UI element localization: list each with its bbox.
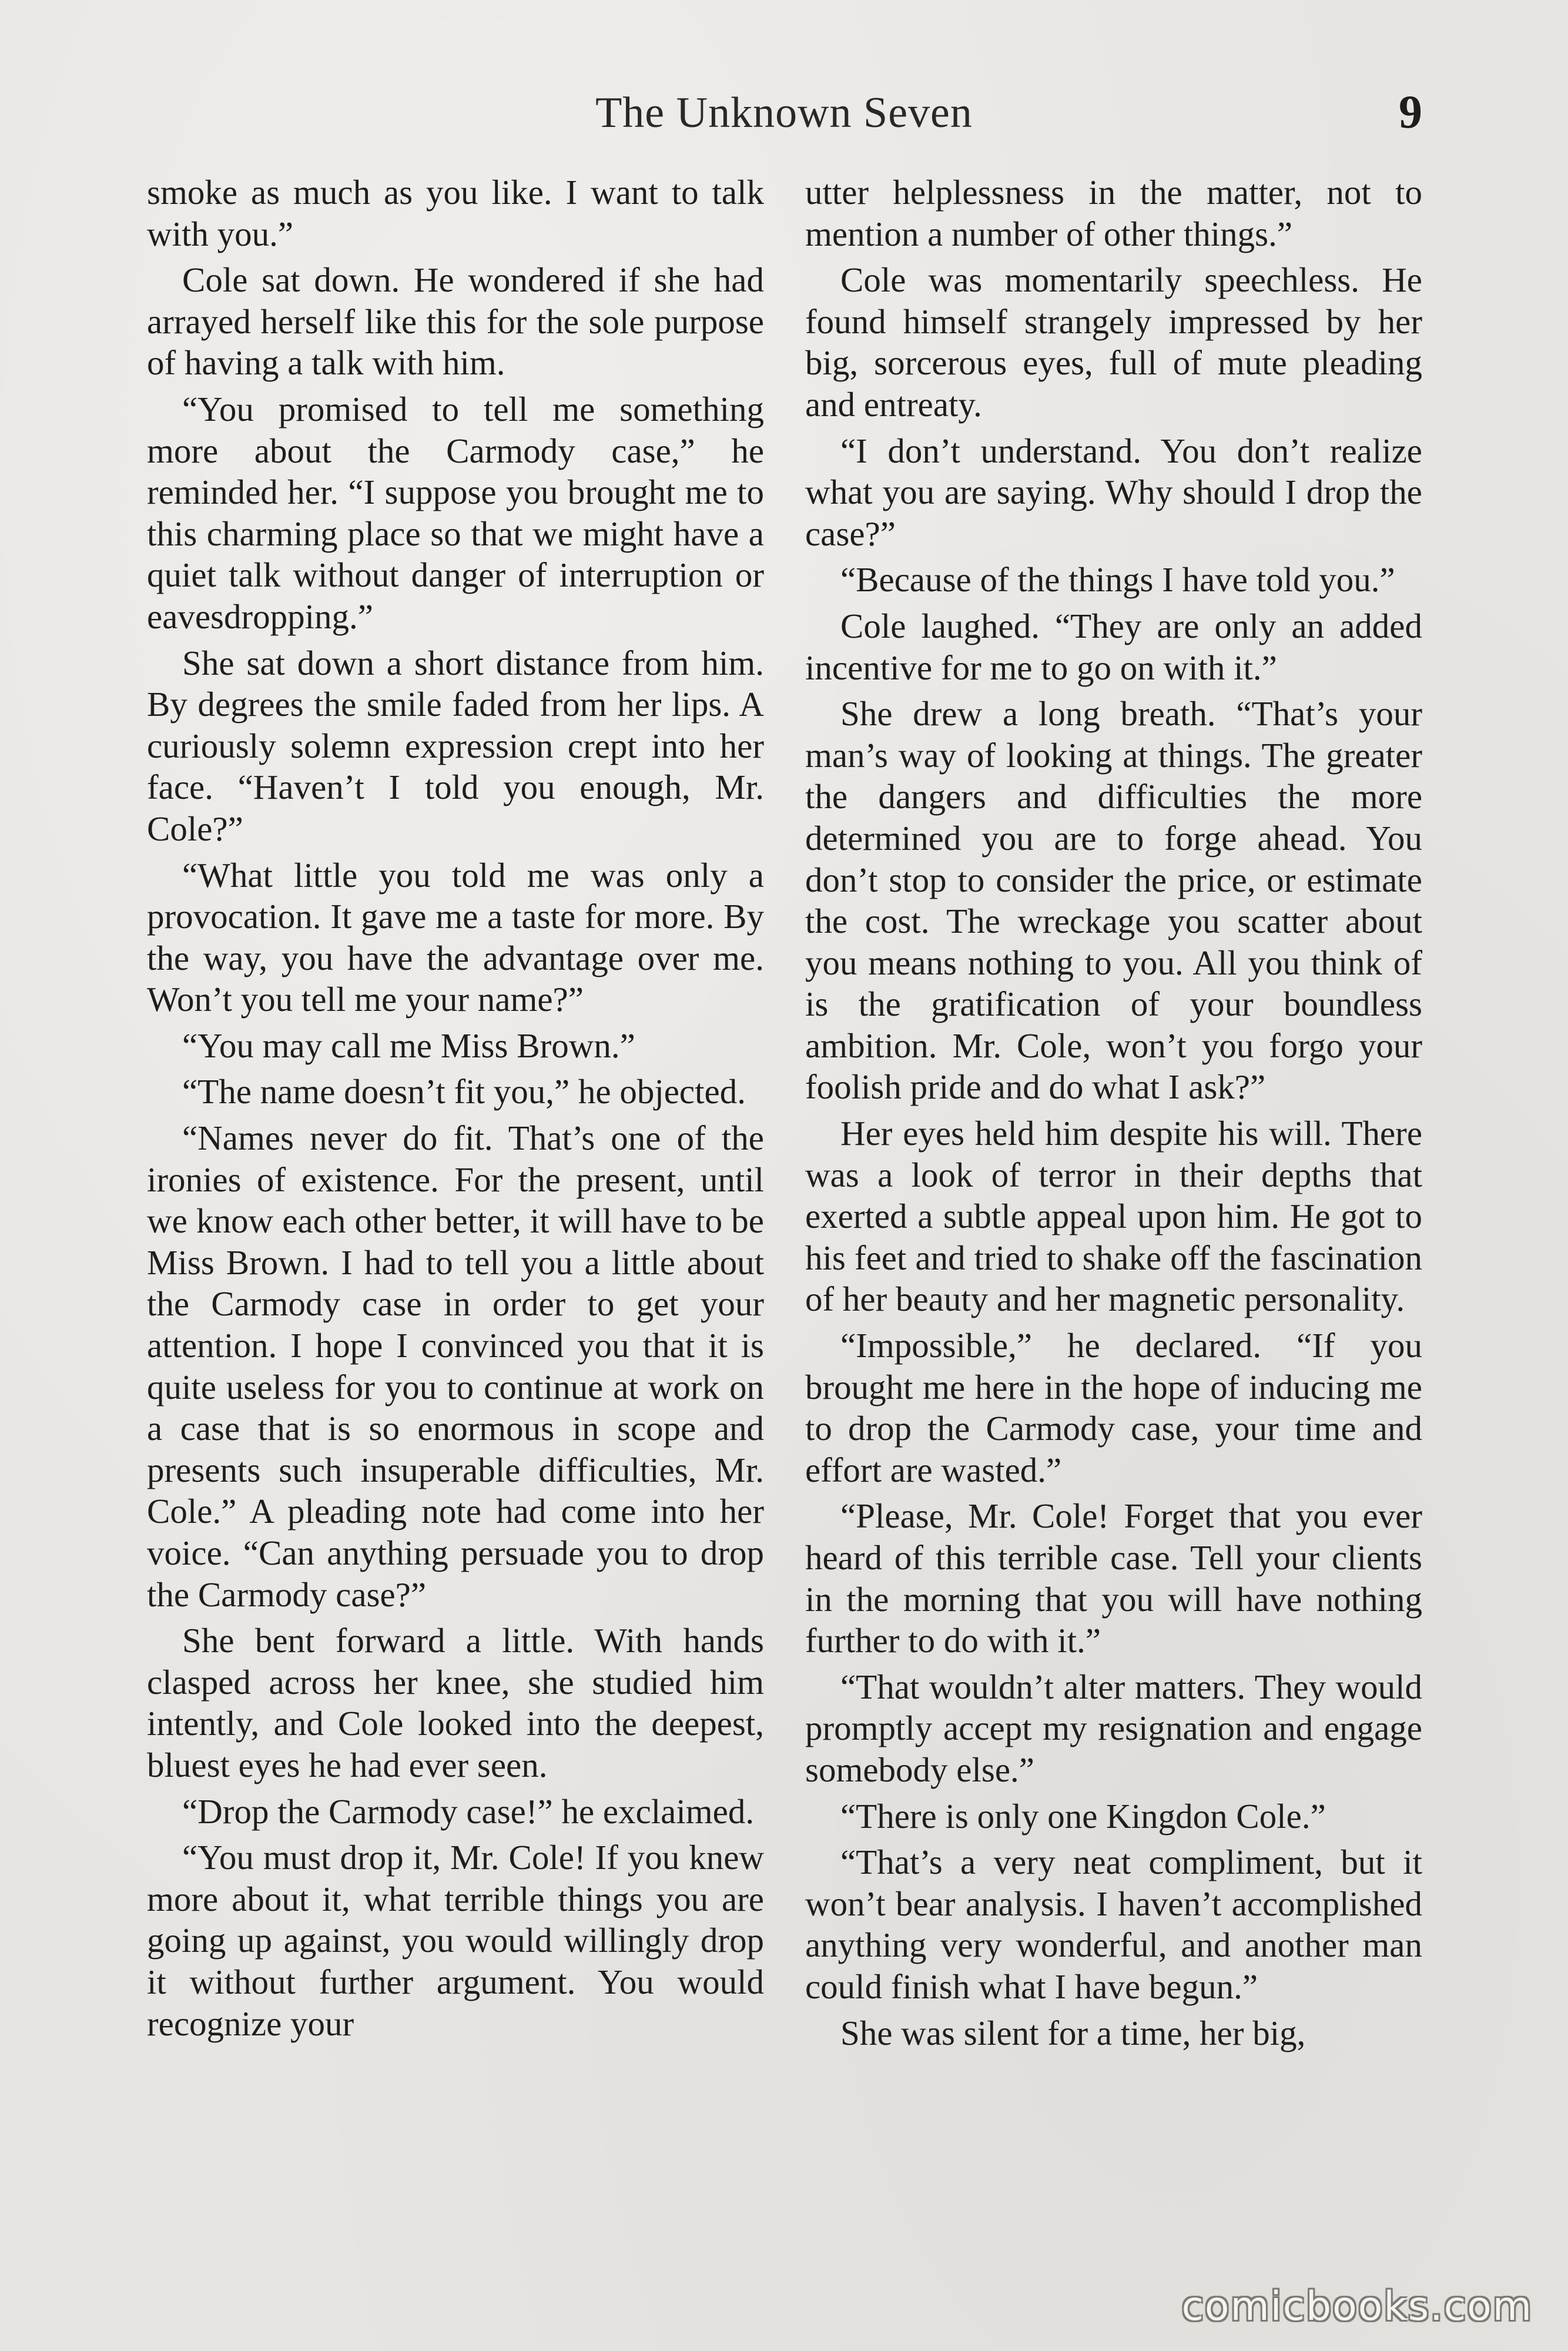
paragraph: Cole laughed. “They are only an added incentive for me to go on with it.” — [805, 606, 1422, 687]
paragraph: “There is only one Kingdon Cole.” — [840, 1796, 1326, 1836]
paragraph: “Drop the Carmody case!” he exclaimed. — [182, 1791, 755, 1831]
paragraph: “I don’t understand. You don’t realize what you are saying. Why should I drop the case?” — [805, 431, 1422, 553]
paragraph: smoke as much as you like. I want to talk with you.” — [147, 173, 764, 253]
paragraph: “You promised to tell me something more about the Carmody case,” he reminded her. “I suppose you brought me to this charming place so that we might have a quiet talk without danger of interruption or eavesdropping.” — [147, 389, 764, 636]
page-number: 9 — [1399, 86, 1422, 138]
text-column-right — [805, 172, 1422, 2058]
watermark-text: comicbooks.com — [1181, 2283, 1533, 2330]
paragraph: “You must drop it, Mr. Cole! If you knew more about it, what terrible things you are going up against, you would willingly drop it without further argument. You would recognize your — [147, 1838, 764, 2043]
paragraph: “You may call me Miss Brown.” — [182, 1026, 635, 1065]
paragraph: “That wouldn’t alter matters. They would promptly accept my resignation and engage somebody else.” — [805, 1667, 1422, 1789]
paragraph: She was silent for a time, her big, — [840, 2013, 1306, 2052]
paragraph: She bent forward a little. With hands clasped across her knee, she studied him intently, and Cole looked into the deepest, bluest eyes he had ever seen. — [147, 1621, 764, 1784]
paragraph: “Please, Mr. Cole! Forget that you ever heard of this terrible case. Tell your clients in the morning that you will have nothing further to do with it.” — [805, 1496, 1422, 1660]
paragraph: “Impossible,” he declared. “If you brought me here in the hope of inducing me to drop the Carmody case, your time and effort are wasted.” — [805, 1326, 1422, 1489]
text-column-left — [147, 172, 764, 2049]
paragraph: Her eyes held him despite his will. There was a look of terror in their depths that exerted a subtle appeal upon him. He got to his feet and tried to shake off the fascination of her beauty and her magnetic personality. — [805, 1114, 1422, 1319]
paragraph: Cole sat down. He wondered if she had arrayed herself like this for the sole purpose of having a talk with him. — [147, 260, 764, 383]
paragraph: She drew a long breath. “That’s your man’s way of looking at things. The greater the dangers and difficulties the more determined you are to forge ahead. You don’t stop to consider the price, or estimate the cost. The wreckage you scatter about you means nothing to you. All you think of is the gratification of your boundless ambition. Mr. Cole, won’t you forgo your foolish pride and do what I ask?” — [805, 694, 1422, 1107]
paragraph: “Names never do fit. That’s one of the ironies of existence. For the present, until we know each other better, it will have to be Miss Brown. I had to tell you a little about the Carmody case in order to get your attention. I hope I convinced you that it is quite useless for you to continue at work on a case that is so enormous in scope and presents such insuperable difficulties, Mr. Cole.” A pleading note had come into her voice. “Can anything persuade you to drop the Carmody case?” — [147, 1118, 764, 1614]
paragraph: utter helplessness in the matter, not to mention a number of other things.” — [805, 173, 1422, 253]
paragraph: She sat down a short distance from him. By degrees the smile faded from her lips. A curiously solemn expression crept into her face. “Haven’t I told you enough, Mr. Cole?” — [147, 643, 764, 848]
paragraph: “That’s a very neat compliment, but it won’t bear analysis. I haven’t accomplished anything very wonderful, and another man could finish what I have begun.” — [805, 1843, 1422, 2006]
paragraph: “Because of the things I have told you.” — [840, 560, 1395, 600]
running-title: The Unknown Seven — [595, 89, 973, 137]
paragraph: “The name doesn’t fit you,” he objected. — [182, 1072, 746, 1111]
paragraph: Cole was momentarily speechless. He found himself strangely impressed by her big, sorcerous eyes, full of mute pleading and entreaty. — [805, 260, 1422, 424]
paragraph: “What little you told me was only a provocation. It gave me a taste for more. By the way, you have the advantage over me. Won’t you tell me your name?” — [147, 855, 764, 1019]
